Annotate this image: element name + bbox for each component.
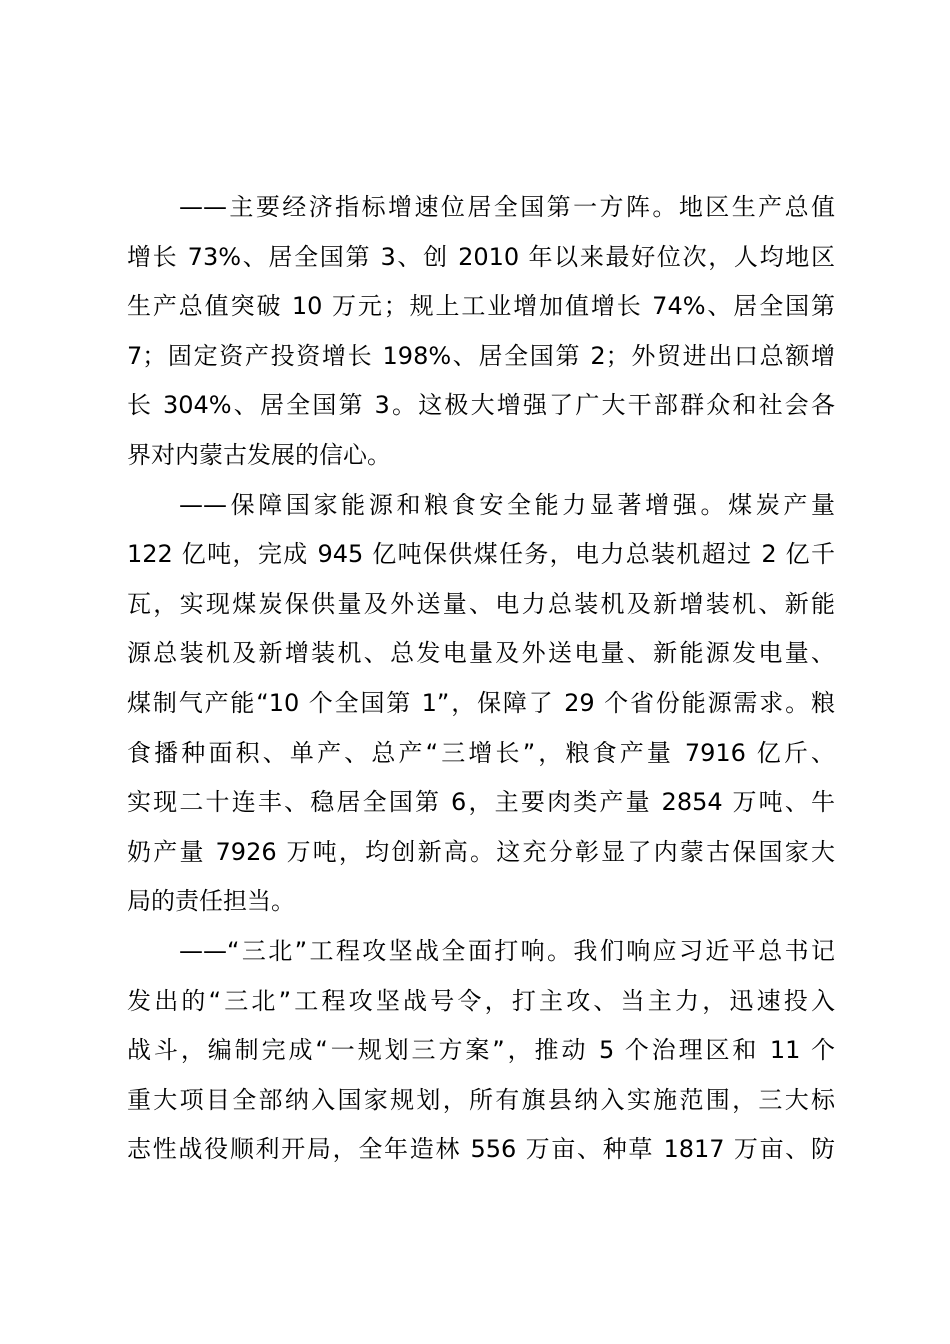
paragraph-line: 增长 73%、居全国第 3、创 2010 年以来最好位次，人均地区 (127, 242, 835, 271)
paragraph-line: 长 304%、居全国第 3。这极大增强了广大干部群众和社会各 (127, 391, 835, 420)
paragraph-line: 瓦，实现煤炭保供量及外送量、电力总装机及新增装机、新能 (127, 589, 835, 618)
paragraph-line: 界对内蒙古发展的信心。 (127, 440, 391, 469)
paragraph-line: 煤制气产能“10 个全国第 1”，保障了 29 个省份能源需求。粮 (127, 688, 835, 717)
paragraph-line: 奶产量 7926 万吨，均创新高。这充分彰显了内蒙古保国家大 (127, 837, 835, 866)
paragraph-line: 源总装机及新增装机、总发电量及外送电量、新能源发电量、 (127, 639, 835, 668)
paragraph-line: ——“三北”工程攻坚战全面打响。我们响应习近平总书记 (179, 936, 835, 965)
paragraph-economic-indicators (127, 183, 835, 481)
paragraph-line: 志性战役顺利开局，全年造林 556 万亩、种草 1817 万亩、防 (127, 1135, 835, 1164)
paragraph-line: 发出的“三北”工程攻坚战号令，打主攻、当主力，迅速投入 (127, 986, 835, 1015)
paragraph-three-north-project (127, 927, 835, 1175)
paragraph-line: 局的责任担当。 (127, 887, 295, 916)
paragraph-line: ——主要经济指标增速位居全国第一方阵。地区生产总值 (179, 193, 835, 221)
paragraph-line: 7；固定资产投资增长 198%、居全国第 2；外贸进出口总额增 (127, 341, 835, 370)
paragraph-line: 实现二十连丰、稳居全国第 6，主要肉类产量 2854 万吨、牛 (127, 788, 835, 817)
paragraph-line: ——保障国家能源和粮食安全能力显著增强。煤炭产量 (179, 490, 835, 519)
paragraph-line: 食播种面积、单产、总产“三增长”，粮食产量 7916 亿斤、 (127, 738, 835, 767)
paragraph-line: 战斗，编制完成“一规划三方案”，推动 5 个治理区和 11 个 (127, 1036, 835, 1065)
paragraph-line: 生产总值突破 10 万元；规上工业增加值增长 74%、居全国第 (127, 292, 835, 321)
paragraph-line: 122 亿吨，完成 945 亿吨保供煤任务，电力总装机超过 2 亿千 (127, 540, 835, 569)
paragraph-line: 重大项目全部纳入国家规划，所有旗县纳入实施范围，三大标 (127, 1085, 835, 1114)
document-body (127, 183, 835, 1175)
paragraph-energy-food-security (127, 481, 835, 927)
